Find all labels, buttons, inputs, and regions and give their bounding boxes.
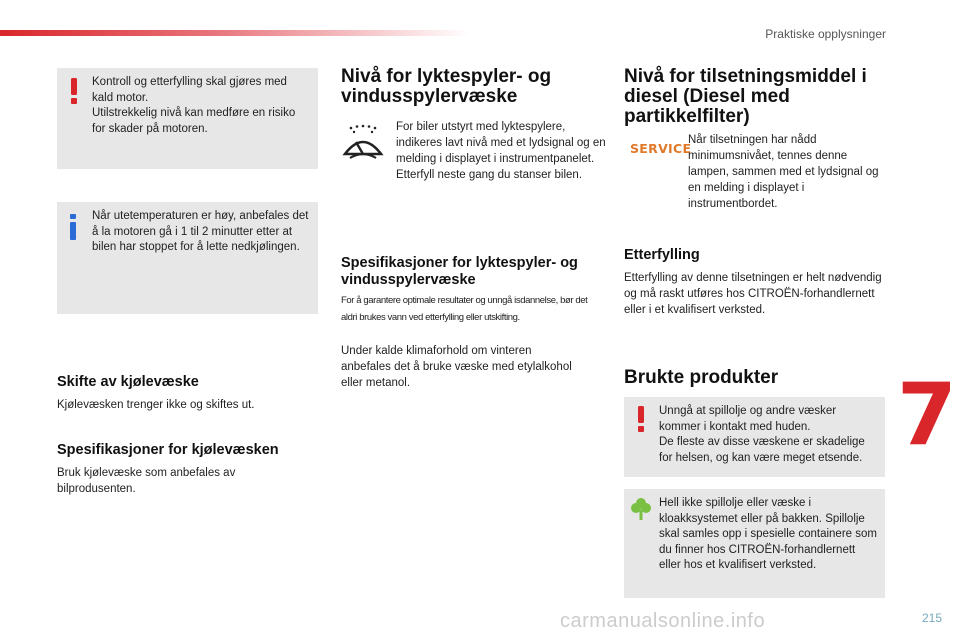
- info-note-cooling: [57, 202, 318, 314]
- info-icon: [67, 214, 79, 246]
- diesel-additive-title: Nivå for tilsetningsmiddel i diesel (Diesel med partikkelfilter): [624, 66, 867, 127]
- page-number: 215: [921, 611, 942, 625]
- coolant-change-heading: Skifte av kjølevæske: [57, 374, 199, 390]
- washer-fluid-title: Nivå for lyktespyler- og vindusspylervæske: [341, 66, 552, 107]
- eco-text: Hell ikke spillolje eller væske i kloakksystemet eller på bakken. Spillolje skal samles opp i spesielle containere som du finner hos CITROËN-forhandlernett eller hos et kvalifisert verksted.: [659, 497, 877, 571]
- section-title: Praktiske opplysninger: [765, 27, 886, 41]
- cold-climate-text: Under kalde klimaforhold om vinteren anbefales det å bruke væske med etylalkohol eller metanol.: [341, 345, 572, 389]
- warning-note-used-products: [624, 397, 885, 477]
- exclamation-icon: [67, 78, 81, 110]
- washer-spec-heading: Spesifikasjoner for lyktespyler- og vindusspylervæske: [341, 255, 578, 288]
- warning-note-coolant: [57, 68, 318, 169]
- coolant-spec-heading: Spesifikasjoner for kjølevæsken: [57, 442, 279, 458]
- eco-note-disposal: [624, 489, 885, 598]
- chapter-number: 7: [897, 365, 957, 465]
- header-accent-bar: [0, 30, 470, 36]
- warning-text-line: Kontroll og etterfylling skal gjøres med kald motor.: [92, 76, 287, 104]
- watermark: carmanualsonline.info: [560, 610, 766, 632]
- refill-text: Etterfylling av denne tilsetningen er helt nødvendig og må raskt utføres hos CITROËN-forhandlernett eller i et kvalifisert verksted.: [624, 272, 882, 316]
- washer-spec-text: For å garantere optimale resultater og unngå isdannelse, bør det aldri brukes vann ved etterfylling eller utskifting.: [341, 295, 588, 323]
- washer-text-para: For biler utstyrt med lyktespylere, indikeres lavt nivå med et lydsignal og en melding i displayet i instrumentpanelet.: [396, 121, 606, 165]
- used-warning-line: Unngå at spillolje og andre væsker kommer i kontakt med huden.: [659, 405, 837, 433]
- coolant-spec-text: Bruk kjølevæske som anbefales av bilprodusenten.: [57, 467, 236, 495]
- washer-fluid-text: [396, 119, 606, 183]
- used-products-title: Brukte produkter: [624, 367, 779, 388]
- service-text: Når tilsetningen har nådd minimumsnivået, tennes denne lampen, sammen med et lydsignal og en melding i displayet i instrumentbordet.: [688, 134, 879, 210]
- eco-tree-icon: [630, 497, 652, 527]
- washer-text-para: Etterfyll neste gang du stanser bilen.: [396, 169, 583, 181]
- coolant-change-text: Kjølevæsken trenger ikke og skiftes ut.: [57, 399, 255, 411]
- used-warning-line: De fleste av disse væskene er skadelige for helsen, og kan være meget etsende.: [659, 436, 865, 464]
- refill-heading: Etterfylling: [624, 247, 700, 263]
- service-warning-lamp: SERVICE: [630, 141, 692, 156]
- warning-text-line: Utilstrekkelig nivå kan medføre en risiko for skader på motoren.: [92, 107, 296, 135]
- info-text: Når utetemperaturen er høy, anbefales det å la motoren gå i 1 til 2 minutter etter at bilen har stoppet for å lette nedkjølingen.: [92, 210, 309, 253]
- exclamation-icon: [634, 406, 648, 438]
- washer-fluid-icon: [341, 124, 385, 169]
